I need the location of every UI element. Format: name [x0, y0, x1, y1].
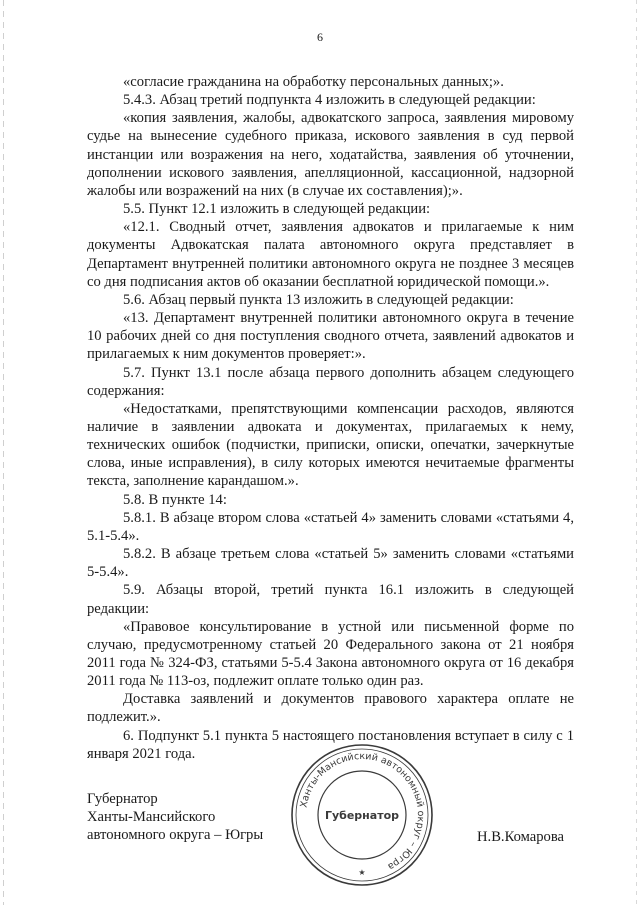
signatory-title-line: Губернатор — [87, 791, 158, 807]
scan-edge-right — [636, 0, 637, 905]
document-body — [87, 73, 574, 763]
signature-block — [87, 750, 574, 890]
seal-ring-text: Ханты-Мансийский автономный округ – Югра — [298, 750, 427, 873]
paragraph: 5.6. Абзац первый пункта 13 изложить в следующей редакции: — [123, 291, 514, 308]
paragraph: 5.8.1. В абзаце втором слова «статьей 4» заменить словами «статьями 4, 5.1-5.4». — [87, 509, 574, 544]
page-number: 6 — [317, 30, 323, 44]
signatory-title-line: автономного округа – Югры — [87, 827, 264, 844]
seal-center-text: Губернатор — [324, 809, 400, 822]
scan-edge-left — [3, 0, 4, 905]
paragraph: 5.9. Абзацы второй, третий пункта 16.1 изложить в следующей редакции: — [87, 582, 574, 617]
paragraph: 6. Подпункт 5.1 пункта 5 настоящего постановления вступает в силу с 1 января 2021 года. — [87, 727, 574, 762]
paragraph: 5.5. Пункт 12.1 изложить в следующей редакции: — [123, 201, 431, 218]
paragraph: «Правовое консультирование в устной или письменной форме по случаю, предусмотренному статьей 20 Федерального закона от 21 ноября 2011 года № 324-ФЗ, статьями 5-5.4 Закона автономного округа от 16 декабря 2011 года № 113-оз, подлежит оплате только один раз. — [87, 618, 574, 690]
paragraph: 5.7. Пункт 13.1 после абзаца первого дополнить абзацем следующего содержания: — [87, 364, 574, 399]
paragraph: «Недостатками, препятствующими компенсации расходов, являются наличие в заявлении адвоката и документах, прилагаемых к нему, технических ошибок (подчистки, приписки, описки, опечатки, зачеркнутые слова, иные исправления), в силу которых имеются нечитаемые фрагменты текста, заполнение карандашом.». — [87, 400, 574, 490]
paragraph: 5.8.2. В абзаце третьем слова «статьей 5» заменить словами «статьями 5-5.4». — [87, 546, 574, 581]
paragraph: «13. Департамент внутренней политики автономного округа в течение 10 рабочих дней со дня поступления сводного отчета, заявлений адвокатов и прилагаемых к ним документов проверяет:». — [87, 310, 574, 363]
signatory-name: Н.В.Комарова — [477, 829, 564, 845]
paragraph: «копия заявления, жалобы, адвокатского запроса, заявления мировому судье на вынесение судебного приказа, искового заявления в суд первой инстанции или возражения на него, ходатайства, заявления об уточнении, дополнении искового заявления, апелляционной, кассационной, надзорной жалобы или возражений на них (в случае их составления);». — [87, 110, 574, 199]
paragraph: «12.1. Сводный отчет, заявления адвокатов и прилагаемые к ним документы Адвокатская палата автономного округа представляет в Департамент внутренней политики автономного округа не позднее 3 месяцев со дня подписания актов об оказании бесплатной юридической помощи.». — [87, 219, 574, 290]
paragraph: Доставка заявлений и документов правового характера оплате не подлежит.». — [87, 691, 574, 726]
signatory-title-line: Ханты-Мансийского — [87, 809, 216, 826]
seal-star-icon: ★ — [358, 868, 366, 877]
official-seal-stamp — [287, 740, 437, 890]
signatory-title — [87, 790, 263, 844]
paragraph: 5.8. В пункте 14: — [123, 491, 227, 508]
paragraph: 5.4.3. Абзац третий подпункта 4 изложить в следующей редакции: — [123, 92, 536, 109]
paragraph: «согласие гражданина на обработку персональных данных;». — [123, 74, 504, 90]
